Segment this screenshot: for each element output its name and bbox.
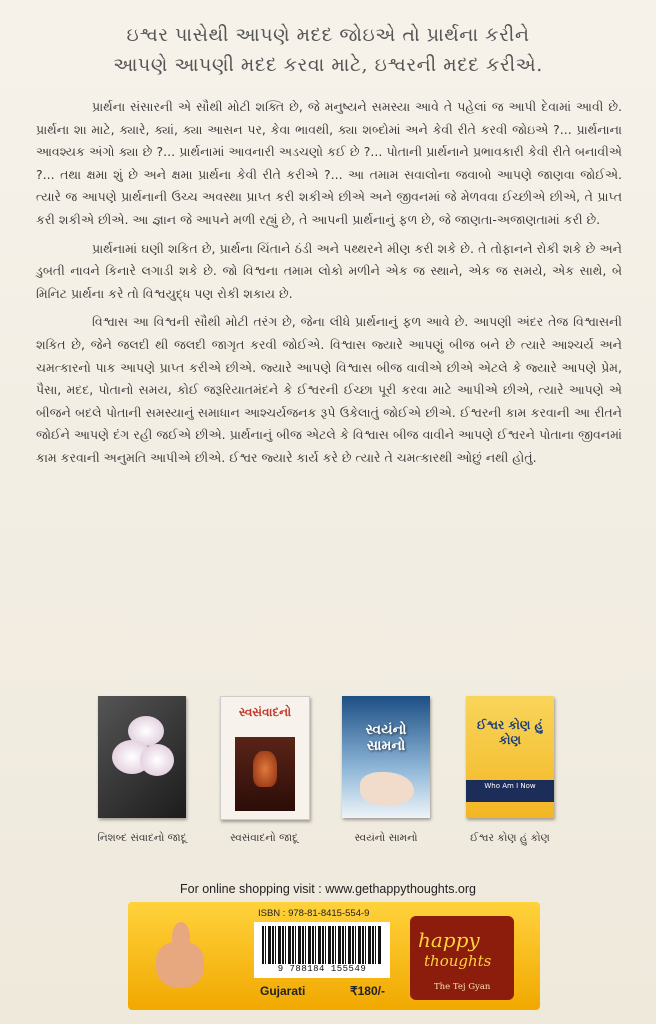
paragraph-3: વિશ્વાસ આ વિશ્વની સૌથી મોટી તરંગ છે, જેના લીધે પ્રાર્થનાનું ફળ આવે છે. આપણી અંદર તેજ વિશ્વાસની શકિત છે, જેને જલદી થી જલદી જાગૃત કરવી જોઈએ. વિશ્વાસ જ્યારે આપણું બીજ બને છે ત્યારે આશ્ચર્ય અને ચમત્કારનો પાક આપણે પ્રાપ્ત કરીએ છીએ. જ્યારે આપણે વિશ્વાસ બીજ વાવીએ છીએ એટલે કે જ્યારે આપણે પ્રેમ, પૈસા, મદદ, પોતાનો સમય, કોઈ જરૂરિયાતમંદને કે ઈશ્વરની ઈચ્છા પૂરી કરવા માટે આપીએ છીએ, ત્યારે આપણે એ બીજને બદલે પોતાની સમસ્યાનું સમાધાન આશ્ચર્યજનક રૂપે ઉકેલાતું જોઈએ છીએ. ઈશ્વરની કામ કરવાની આ રીતને જોઈને આપણે દંગ રહી જઈએ છીએ. પ્રાર્થનાનું બીજ એટલે કે વિશ્વાસ બીજ વાવીને આપણે ઈશ્વરને પોતાના જીવનમાં કામ કરવાની અનુમતિ આપીએ છીએ. ઈશ્વર જ્યારે કાર્ય કરે છે ત્યારે તે ચમત્કારથી ઓછું નથી હોતું. <box>36 314 622 465</box>
barcode-bars <box>262 926 382 964</box>
price-label: ₹180/- <box>350 984 385 998</box>
barcode-digits: 9 788184 155549 <box>277 964 367 974</box>
book-4-cover-title: ઈશ્વર કોણ હું કોણ <box>477 718 543 747</box>
publisher-strip <box>128 902 540 1010</box>
isbn-label: ISBN : 978-81-8415-554-9 <box>258 908 370 919</box>
paragraph-2: પ્રાર્થનામાં ઘણી શકિત છે, પ્રાર્થના ચિંતાને ઠંડી અને પથ્થરને મીણ કરી શકે છે. તે તોફાનને રોકી શકે છે અને ડુબતી નાવને કિનારે લગાડી શકે છે. જો વિશ્વના તમામ લોકો મળીને એક જ સ્થાને, એક જ સમયે, એક સાથે, બે મિનિટ પ્રાર્થના કરે તો વિશ્વયુદ્ધ પણ રોકી શકાય છે. <box>36 240 622 301</box>
related-books <box>88 696 568 856</box>
logo-line-1: happy <box>418 928 480 952</box>
shopping-line: For online shopping visit : www.gethappythoughts.org <box>179 882 476 896</box>
blurb-text <box>36 96 622 476</box>
flower-petal <box>140 744 174 776</box>
paragraph-1: પ્રાર્થના સંસારની એ સૌથી મોટી શક્તિ છે, જે મનુષ્યને સમસ્યા આવે તે પહેલાં જ આપી દેવામાં આવી છે. પ્રાર્થના શા માટે, ક્યારે, ક્યાં, ક્યા આસન પર, કેવા ભાવથી, ક્યા શબ્દોમાં અને કેવી રીતે કરવી જોઇએ ?... પ્રાર્થનાના આવશ્યક અંગો ક્યા છે ?... પ્રાર્થનામાં આવનારી અડચણો કઈ છે ?... પોતાની પ્રાર્થનાને પ્રભાવકારી કેવી રીતે બનાવીએ ?... તથા ક્ષમા શું છે અને ક્ષમા પ્રાર્થના કેવી રીતે કરીએ ?... આ તમામ સવાલોના જવાબો આપણે જાણવા જોઈએ. ત્યારે જ આપણે પ્રાર્થનાની ઉચ્ચ અવસ્થા પ્રાપ્ત કરી શકીએ છીએ અને જીવનમાં જે મેળવવા ઈચ્છીએ છીએ, તે પ્રાપ્ત કરી શકીએ છીએ. આ જ્ઞાન જે આપને મળી રહ્યું છે, તે આપની પ્રાર્થનાનું ફળ છે, જે જાણતા-અજાણતામાં કરી છે. <box>36 99 622 227</box>
book-2-art <box>235 737 295 811</box>
language-label: Gujarati <box>260 984 306 998</box>
publisher-logo <box>410 916 514 1000</box>
thumbs-up-icon <box>140 920 218 996</box>
heading-line-2: આપણે આપણી મદદ કરવા માટે, ઇશ્વરની મદદ કરીએ. <box>113 54 543 76</box>
book-4-caption: ઈશ્વર કોણ હું કોણ <box>470 832 550 844</box>
book-cover-3 <box>342 696 430 818</box>
heading-line-1: ઇશ્વર પાસેથી આપણે મદદ જોઇએ તો પ્રાર્થના કરીને <box>126 24 530 46</box>
logo-line-2: thoughts <box>424 952 492 970</box>
hand-illustration <box>360 772 414 806</box>
book-4-band-text: Who Am I Now <box>484 782 536 790</box>
book-cover-4 <box>466 696 554 818</box>
thumb-palm <box>156 942 204 988</box>
book-2-cover-title: સ્વસંવાદનો <box>238 705 292 719</box>
book-cover-1 <box>98 696 186 818</box>
book-cover-2 <box>220 696 310 820</box>
book-3-caption: સ્વયંનો સામનો <box>354 832 418 844</box>
book-2-caption: સ્વસંવાદનો જાદૂ <box>230 832 298 844</box>
barcode <box>254 922 390 978</box>
book-3-cover-title: સ્વયંનો સામનો <box>365 722 407 754</box>
cover-heading <box>40 20 616 80</box>
logo-line-3: The Tej Gyan <box>434 982 491 992</box>
book-1-caption: નિશબ્દ સંવાદનો જાદૂ <box>97 832 187 844</box>
